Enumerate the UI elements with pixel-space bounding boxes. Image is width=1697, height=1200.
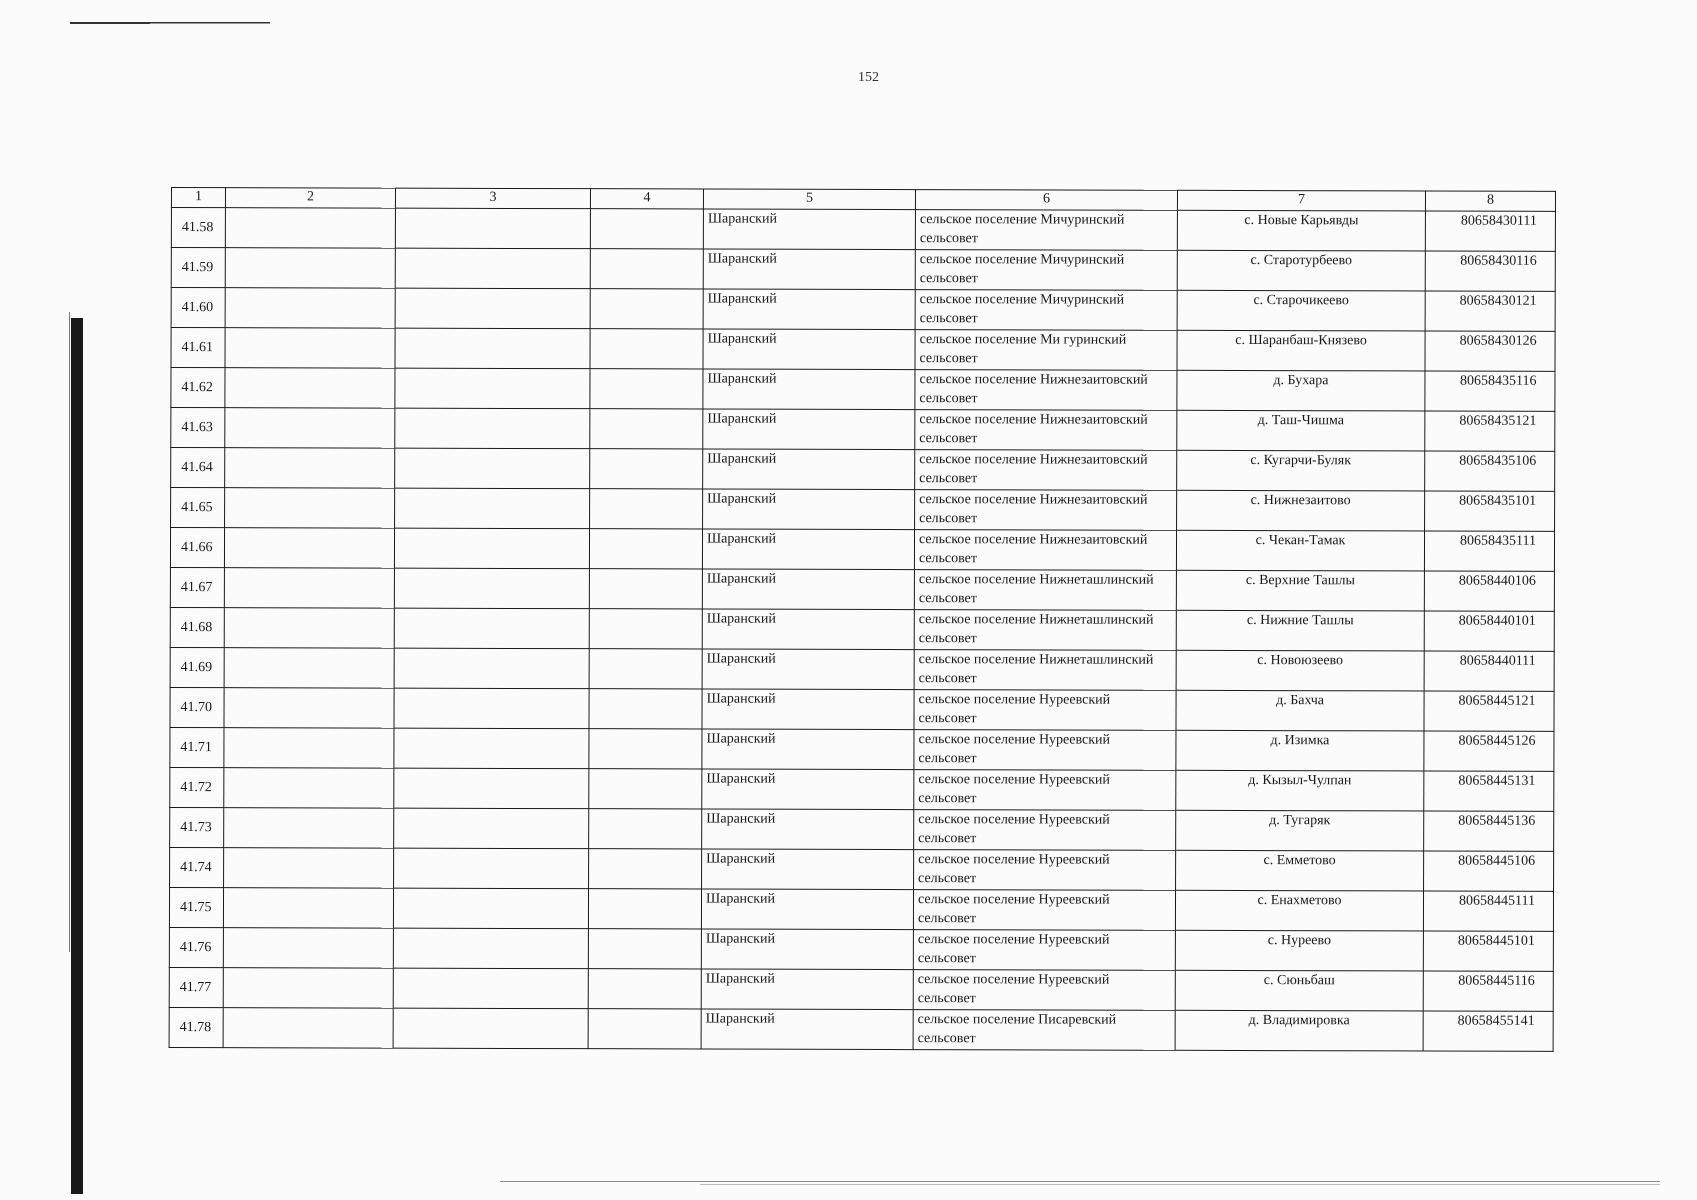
- table-row: [169, 1007, 1553, 1051]
- locality-cell: д. Бахча: [1176, 690, 1424, 731]
- empty-cell: [224, 808, 394, 848]
- code-cell: 80658440101: [1424, 611, 1554, 651]
- table-row: [171, 448, 1555, 492]
- empty-cell: [589, 649, 702, 689]
- empty-cell: [589, 729, 702, 769]
- settlement-cell: сельское поселение Писаревский сельсовет: [913, 1010, 1175, 1051]
- district-cell: Шаранский: [702, 569, 914, 610]
- empty-cell: [223, 888, 393, 928]
- empty-cell: [223, 968, 393, 1008]
- locality-cell: с. Енахметово: [1175, 890, 1423, 931]
- locality-cell: д. Кызыл-Чулпан: [1176, 770, 1424, 811]
- district-cell: Шаранский: [703, 489, 915, 530]
- empty-cell: [394, 808, 589, 849]
- locality-cell: с. Сюньбаш: [1175, 970, 1423, 1011]
- code-cell: 80658430126: [1425, 331, 1555, 371]
- empty-cell: [224, 848, 394, 888]
- settlement-cell: сельское поселение Мичуринский сельсовет: [915, 210, 1177, 251]
- table-row: [170, 727, 1554, 771]
- locality-cell: с. Шаранбаш-Князево: [1177, 330, 1425, 371]
- table-row: [169, 967, 1553, 1011]
- empty-cell: [394, 848, 589, 889]
- empty-cell: [589, 529, 702, 569]
- table-row: [170, 687, 1554, 731]
- locality-cell: с. Старотурбеево: [1177, 250, 1425, 291]
- settlement-cell: сельское поселение Нуреевский сельсовет: [914, 730, 1176, 771]
- empty-cell: [395, 448, 590, 489]
- empty-cell: [224, 768, 394, 808]
- table-row: [170, 647, 1554, 691]
- district-cell: Шаранский: [703, 249, 915, 290]
- empty-cell: [589, 609, 702, 649]
- code-cell: 80658435111: [1424, 531, 1554, 571]
- locality-cell: с. Кугарчи-Буляк: [1177, 450, 1425, 491]
- code-cell: 80658435116: [1425, 371, 1555, 411]
- settlement-cell: сельское поселение Нуреевский сельсовет: [913, 970, 1175, 1011]
- row-number-cell: 41.75: [169, 887, 223, 927]
- code-cell: 80658435106: [1425, 451, 1555, 491]
- district-cell: Шаранский: [701, 969, 913, 1010]
- district-cell: Шаранский: [703, 209, 915, 250]
- district-cell: Шаранский: [701, 929, 913, 970]
- row-number-cell: 41.61: [171, 328, 225, 368]
- district-cell: Шаранский: [702, 649, 914, 690]
- locality-cell: с. Новые Карьявды: [1177, 210, 1425, 251]
- code-cell: 80658445126: [1424, 731, 1554, 771]
- empty-cell: [225, 288, 395, 328]
- empty-cell: [395, 328, 590, 369]
- empty-cell: [225, 368, 395, 408]
- code-cell: 80658430116: [1425, 251, 1555, 291]
- locality-cell: с. Старочикеево: [1177, 290, 1425, 331]
- empty-cell: [394, 648, 589, 689]
- row-number-cell: 41.73: [170, 807, 224, 847]
- row-number-cell: 41.76: [169, 927, 223, 967]
- table-row: [170, 607, 1554, 651]
- district-cell: Шаранский: [703, 289, 915, 330]
- code-cell: 80658430121: [1425, 291, 1555, 331]
- row-number-cell: 41.64: [171, 448, 225, 488]
- empty-cell: [590, 489, 703, 529]
- settlement-cell: сельское поселение Нуреевский сельсовет: [914, 770, 1176, 811]
- code-cell: 80658440106: [1424, 571, 1554, 611]
- empty-cell: [224, 688, 394, 728]
- row-number-cell: 41.62: [171, 368, 225, 408]
- top-rule-faint: [150, 23, 270, 24]
- page-number: 152: [858, 70, 879, 85]
- empty-cell: [589, 769, 702, 809]
- row-number-cell: 41.70: [170, 687, 224, 727]
- settlement-cell: сельское поселение Нижнеташлинский сельсовет: [914, 650, 1176, 691]
- row-number-cell: 41.74: [170, 847, 224, 887]
- table-row: [170, 847, 1554, 891]
- empty-cell: [588, 929, 701, 969]
- row-number-cell: 41.67: [170, 567, 224, 607]
- bottom-rule: [500, 1181, 1660, 1182]
- empty-cell: [224, 728, 394, 768]
- row-number-cell: 41.71: [170, 727, 224, 767]
- empty-cell: [590, 209, 703, 249]
- empty-cell: [394, 528, 589, 569]
- district-cell: Шаранский: [701, 889, 913, 930]
- locality-cell: с. Нижнезаитово: [1177, 490, 1425, 531]
- settlement-cell: сельское поселение Нижнезаитовский сельсовет: [915, 410, 1177, 451]
- row-number-cell: 41.77: [169, 967, 223, 1007]
- locality-cell: д. Таш-Чишма: [1177, 410, 1425, 451]
- settlement-cell: сельское поселение Нижнезаитовский сельсовет: [914, 530, 1176, 571]
- code-cell: 80658445121: [1424, 691, 1554, 731]
- row-number-cell: 41.66: [170, 528, 224, 568]
- empty-cell: [589, 849, 702, 889]
- row-number-cell: 41.59: [171, 248, 225, 288]
- empty-cell: [395, 288, 590, 329]
- code-cell: 80658435101: [1425, 491, 1555, 531]
- empty-cell: [225, 208, 395, 248]
- empty-cell: [225, 328, 395, 368]
- scan-edge-line: [69, 312, 70, 952]
- code-cell: 80658445106: [1424, 851, 1554, 891]
- locality-cell: д. Изимка: [1176, 730, 1424, 771]
- district-cell: Шаранский: [702, 609, 914, 650]
- column-header: 5: [703, 189, 915, 210]
- empty-cell: [224, 568, 394, 608]
- code-cell: 80658445111: [1423, 891, 1553, 931]
- locality-cell: д. Владимировка: [1175, 1010, 1423, 1051]
- empty-cell: [394, 728, 589, 769]
- empty-cell: [590, 289, 703, 329]
- locality-cell: д. Бухара: [1177, 370, 1425, 411]
- settlements-table: [169, 187, 1556, 1052]
- empty-cell: [224, 608, 394, 648]
- empty-cell: [590, 249, 703, 289]
- locality-cell: д. Тугаряк: [1176, 810, 1424, 851]
- empty-cell: [589, 689, 702, 729]
- settlement-cell: сельское поселение Мичуринский сельсовет: [915, 290, 1177, 331]
- district-cell: Шаранский: [703, 369, 915, 410]
- settlement-cell: сельское поселение Нуреевский сельсовет: [914, 690, 1176, 731]
- locality-cell: с. Чекан-Тамак: [1176, 530, 1424, 571]
- code-cell: 80658435121: [1425, 411, 1555, 451]
- empty-cell: [590, 369, 703, 409]
- locality-cell: с. Новоюзеево: [1176, 650, 1424, 691]
- empty-cell: [394, 608, 589, 649]
- district-cell: Шаранский: [702, 769, 914, 810]
- empty-cell: [588, 1009, 701, 1049]
- table-row: [169, 927, 1553, 971]
- table-row: [170, 807, 1554, 851]
- settlement-cell: сельское поселение Нижнеташлинский сельсовет: [914, 610, 1176, 651]
- district-cell: Шаранский: [702, 809, 914, 850]
- column-header: 3: [395, 188, 590, 209]
- empty-cell: [225, 448, 395, 488]
- empty-cell: [393, 1008, 588, 1049]
- table-row: [171, 248, 1555, 292]
- table-row: [171, 368, 1555, 412]
- code-cell: 80658445101: [1423, 931, 1553, 971]
- column-header: 2: [225, 188, 395, 208]
- empty-cell: [589, 569, 702, 609]
- row-number-cell: 41.69: [170, 647, 224, 687]
- empty-cell: [588, 969, 701, 1009]
- code-cell: 80658445131: [1424, 771, 1554, 811]
- code-cell: 80658440111: [1424, 651, 1554, 691]
- empty-cell: [223, 1008, 393, 1048]
- district-cell: Шаранский: [702, 849, 914, 890]
- empty-cell: [394, 768, 589, 809]
- table-row: [170, 528, 1554, 572]
- settlement-cell: сельское поселение Нижнезаитовский сельсовет: [915, 490, 1177, 531]
- empty-cell: [395, 368, 590, 409]
- district-cell: Шаранский: [703, 329, 915, 370]
- settlement-cell: сельское поселение Нижнезаитовский сельсовет: [915, 370, 1177, 411]
- locality-cell: с. Верхние Ташлы: [1176, 570, 1424, 611]
- empty-cell: [225, 248, 395, 288]
- district-cell: Шаранский: [701, 1009, 913, 1050]
- empty-cell: [395, 488, 590, 529]
- settlement-cell: сельское поселение Нуреевский сельсовет: [914, 850, 1176, 891]
- district-cell: Шаранский: [703, 449, 915, 490]
- locality-cell: с. Нуреево: [1175, 930, 1423, 971]
- settlement-cell: сельское поселение Ми гуринский сельсовет: [915, 330, 1177, 371]
- district-cell: Шаранский: [702, 689, 914, 730]
- table-row: [169, 887, 1553, 931]
- row-number-cell: 41.68: [170, 607, 224, 647]
- empty-cell: [394, 568, 589, 609]
- empty-cell: [224, 528, 394, 568]
- empty-cell: [395, 248, 590, 289]
- empty-cell: [393, 928, 588, 969]
- column-header: 7: [1177, 190, 1425, 211]
- empty-cell: [588, 889, 701, 929]
- scan-binding-bar: [71, 318, 83, 1194]
- column-header: 4: [590, 189, 703, 209]
- row-number-cell: 41.58: [171, 208, 225, 248]
- table-row: [171, 408, 1555, 452]
- code-cell: 80658445116: [1423, 971, 1553, 1011]
- row-number-cell: 41.78: [169, 1007, 223, 1047]
- settlement-cell: сельское поселение Нижнезаитовский сельсовет: [915, 450, 1177, 491]
- table-row: [171, 328, 1555, 372]
- empty-cell: [590, 409, 703, 449]
- table-row: [171, 488, 1555, 532]
- district-cell: Шаранский: [703, 409, 915, 450]
- row-number-cell: 41.60: [171, 288, 225, 328]
- empty-cell: [223, 928, 393, 968]
- empty-cell: [393, 968, 588, 1009]
- code-cell: 80658455141: [1423, 1011, 1553, 1051]
- settlement-cell: сельское поселение Нуреевский сельсовет: [913, 930, 1175, 971]
- column-header: 8: [1425, 191, 1555, 211]
- empty-cell: [590, 329, 703, 369]
- settlement-cell: сельское поселение Нуреевский сельсовет: [914, 810, 1176, 851]
- empty-cell: [589, 809, 702, 849]
- settlement-cell: сельское поселение Мичуринский сельсовет: [915, 250, 1177, 291]
- empty-cell: [394, 688, 589, 729]
- empty-cell: [393, 888, 588, 929]
- empty-cell: [395, 208, 590, 249]
- bottom-rule-faint: [700, 1184, 1660, 1185]
- empty-cell: [224, 648, 394, 688]
- empty-cell: [395, 408, 590, 449]
- empty-cell: [590, 449, 703, 489]
- column-header: 6: [915, 190, 1177, 211]
- row-number-cell: 41.72: [170, 767, 224, 807]
- row-number-cell: 41.63: [171, 408, 225, 448]
- empty-cell: [225, 488, 395, 528]
- district-cell: Шаранский: [702, 729, 914, 770]
- row-number-cell: 41.65: [171, 488, 225, 528]
- settlement-cell: сельское поселение Нуреевский сельсовет: [913, 890, 1175, 931]
- table-row: [170, 567, 1554, 611]
- district-cell: Шаранский: [702, 529, 914, 570]
- code-cell: 80658430111: [1425, 211, 1555, 251]
- column-header: 1: [171, 188, 225, 208]
- empty-cell: [225, 408, 395, 448]
- locality-cell: с. Нижние Ташлы: [1176, 610, 1424, 651]
- table-row: [171, 208, 1555, 252]
- code-cell: 80658445136: [1424, 811, 1554, 851]
- locality-cell: с. Емметово: [1176, 850, 1424, 891]
- settlement-cell: сельское поселение Нижнеташлинский сельсовет: [914, 570, 1176, 611]
- table-row: [171, 288, 1555, 332]
- table-row: [170, 767, 1554, 811]
